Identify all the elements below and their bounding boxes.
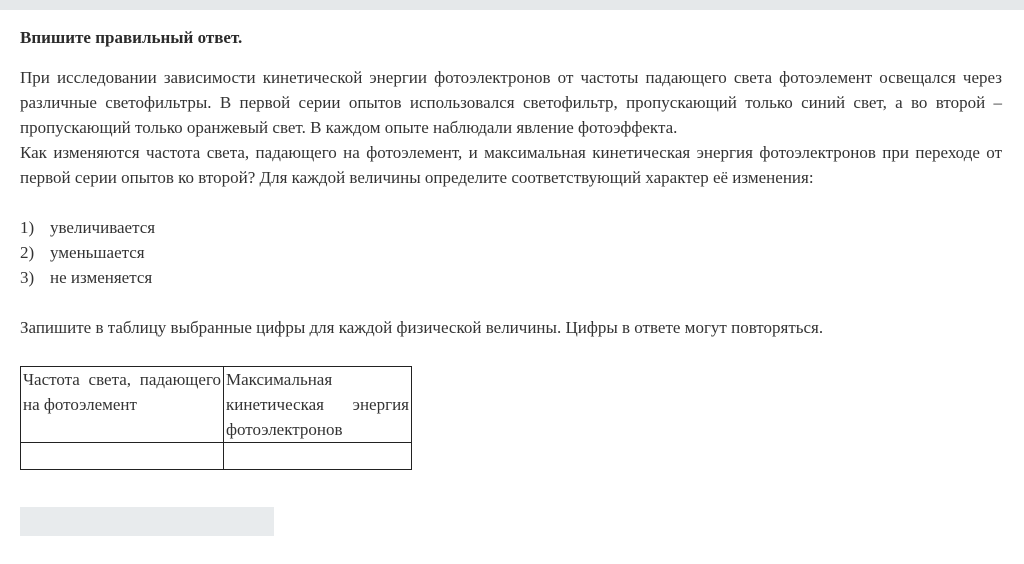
task-content [20, 25, 1002, 357]
option-item [20, 215, 1002, 240]
task-paragraph-1: При исследовании зависимости кинетической энергии фотоэлектронов от частоты падающего света фотоэлемент освещался через различные светофильтры. В первой серии опытов использовался светофильтр, пропускающий только синий свет, а во второй – пропускающий только оранжевый свет. В каждом опыте наблюдали явление фотоэффекта. [20, 68, 1002, 137]
option-text: уменьшается [50, 243, 145, 262]
task-paragraph-2: Как изменяются частота света, падающего на фотоэлемент, и максимальная кинетическая энергия фотоэлектронов при переходе от первой серии опытов ко второй? Для каждой величины определите соответствующий характер её изменения: [20, 143, 1002, 187]
top-bar [0, 0, 1024, 10]
answer-cell-energy [224, 443, 412, 470]
option-text: не изменяется [50, 268, 153, 287]
option-text: увеличивается [50, 218, 156, 237]
options-list [20, 215, 1002, 290]
task-title: Впишите правильный ответ. [20, 28, 243, 47]
option-number: 2) [20, 243, 35, 262]
header-max-kinetic-energy: Максимальная кинетическая энергия фотоэлектронов [224, 367, 412, 443]
answer-input-frequency[interactable] [23, 444, 221, 469]
instruction-text: Запишите в таблицу выбранные цифры для каждой физической величины. Цифры в ответе могут повторяться. [20, 318, 824, 337]
answer-input-energy[interactable] [226, 444, 409, 469]
option-number: 1) [20, 218, 35, 237]
option-number: 3) [20, 268, 35, 287]
option-item [20, 265, 1002, 290]
table-header-row [21, 367, 412, 443]
answer-table [20, 366, 412, 470]
submit-area[interactable] [20, 507, 274, 536]
option-item [20, 240, 1002, 265]
header-frequency: Частота света, падающего на фотоэлемент [21, 367, 224, 443]
answer-cell-frequency [21, 443, 224, 470]
table-answer-row [21, 443, 412, 470]
